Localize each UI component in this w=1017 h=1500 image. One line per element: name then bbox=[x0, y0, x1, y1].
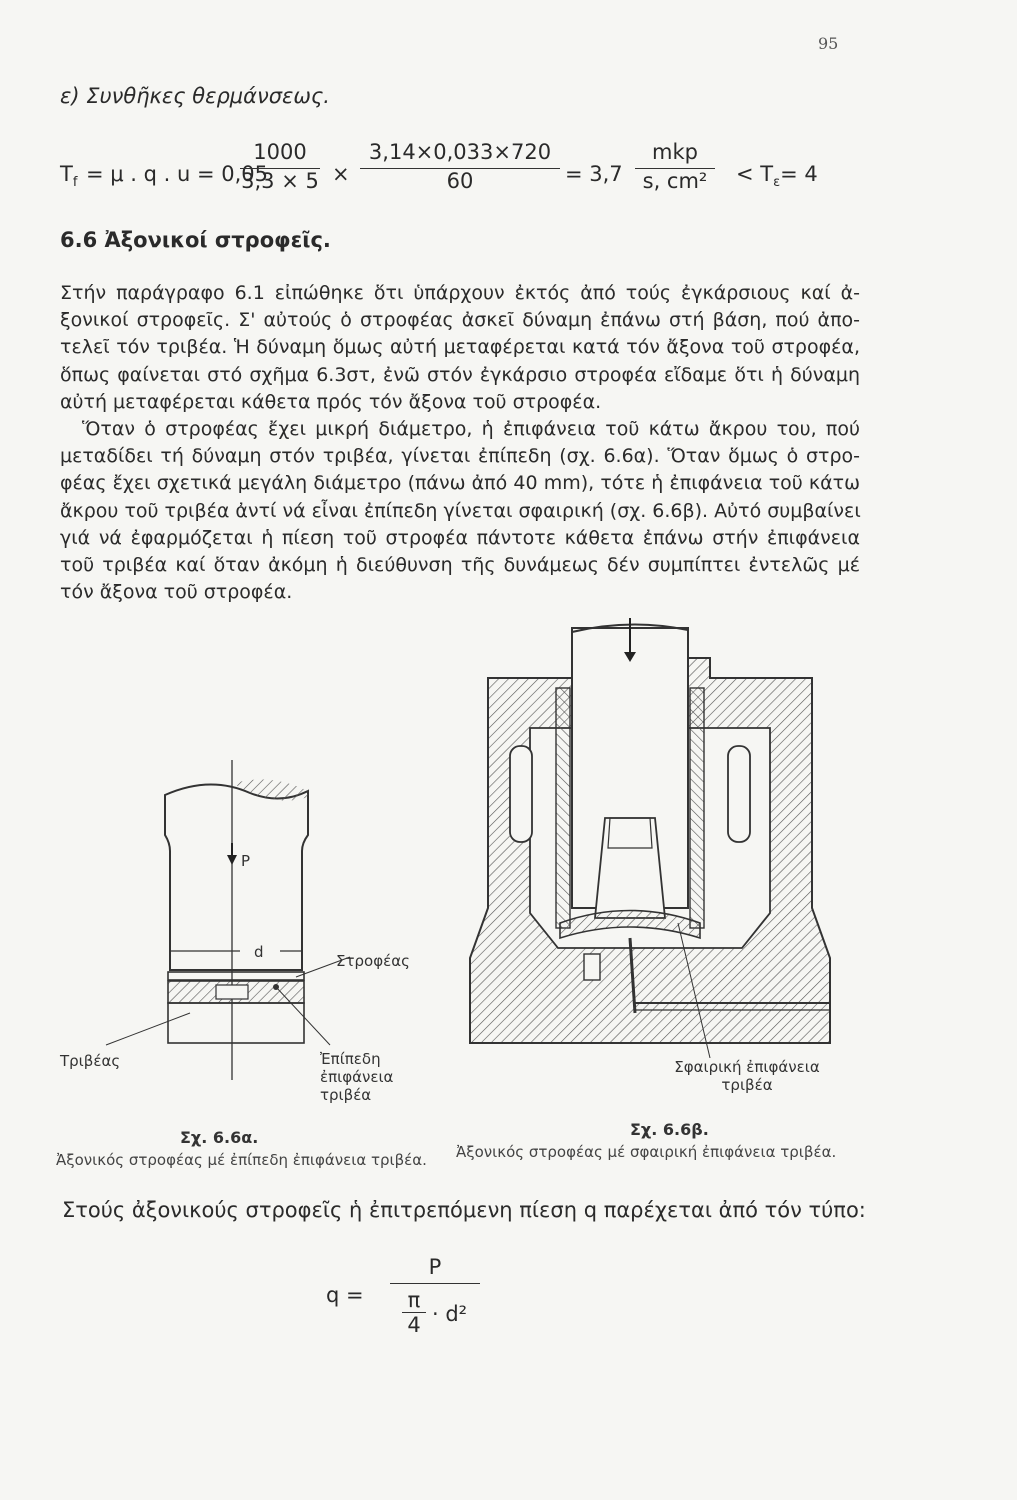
formula-q-lhs: q = bbox=[326, 1283, 364, 1307]
frac1-den: 3,3 × 5 bbox=[241, 169, 319, 193]
shaft-bottom-face bbox=[168, 972, 304, 980]
oil-cup-right bbox=[728, 746, 750, 842]
label-flat-surface-line: Ἐπίπεδη bbox=[320, 1050, 381, 1068]
formula-q bbox=[300, 1255, 560, 1375]
frac1-num: 1000 bbox=[253, 140, 307, 164]
formula-tf-lhs: $T_f$ bbox=[60, 162, 78, 191]
paragraph-2 bbox=[60, 416, 860, 606]
paragraph-2-line: γιά νά ἐφαρμόζεται ἡ πίεση τοῦ στροφέα πάντοτε κάθετα ἐπάνω στήν ἐπιφάνεια bbox=[60, 526, 860, 549]
lead-sentence: Στούς ἀξονικούς στροφεῖς ἡ ἐπιτρεπόμενη πίεση q παρέχεται ἀπό τόν τύπο: bbox=[62, 1198, 866, 1222]
formula-tf bbox=[60, 140, 960, 216]
label-stroferas: Στροφέας bbox=[336, 952, 410, 970]
paragraph-2-line: τόν ἄξονα τοῦ στροφέα. bbox=[60, 581, 293, 604]
formula-tf-tail: < $T_\varepsilon= 4$ bbox=[736, 162, 818, 191]
paragraph-1-line: τελεῖ τόν τριβέα. Ἡ δύναμη ὅμως αὐτή μεταφέρεται κατά τόν ἄξονα τοῦ στροφέα, bbox=[60, 336, 860, 359]
formula-q-num: P bbox=[428, 1255, 442, 1279]
leader-dot bbox=[273, 984, 279, 990]
section-e-heading: ε) Συνθῆκες θερμάνσεως. bbox=[60, 84, 330, 108]
paragraph-1-line: ξονικοί στροφεῖς. Σ' αὐτούς ὁ στροφέας ἀσκεῖ δύναμη ἐπάνω στή βάση, πού ἀπο- bbox=[60, 309, 860, 332]
caption-6-6b-text: Ἀξονικός στροφέας μέ σφαιρική ἐπιφάνεια τριβέα. bbox=[456, 1143, 837, 1161]
bearing-center-hole bbox=[216, 985, 248, 999]
caption-6-6a-title: Σχ. 6.6α. bbox=[180, 1128, 259, 1147]
label-trivea: Τριβέας bbox=[60, 1052, 121, 1070]
plug bbox=[584, 954, 600, 980]
bearing-base bbox=[168, 1003, 304, 1043]
section-heading: 6.6 Ἀξονικοί στροφεῖς. bbox=[60, 228, 331, 252]
leader-trivea bbox=[106, 1013, 190, 1045]
label-spherical-surface bbox=[662, 1058, 832, 1094]
force-arrowhead bbox=[227, 855, 237, 865]
formula-tf-eq2: = 3,7 bbox=[565, 162, 623, 186]
formula-q-dsq: · d² bbox=[432, 1302, 468, 1326]
oil-cup-left bbox=[510, 746, 532, 842]
paragraph-1-line: Στήν παράγραφο 6.1 εἰπώθηκε ὅτι ὑπάρχουν ἐκτός ἀπό τούς ἐγκάρσιους καί ἀ- bbox=[60, 282, 860, 304]
shaft-outline bbox=[165, 784, 308, 970]
paragraph-2-line: μεταδίδει τή δύναμη στόν τριβέα, γίνεται ἐπίπεδη (σχ. 6.6α). Ὅταν ὅμως ὁ στρο- bbox=[60, 445, 860, 468]
paragraph-1-line: ὅπως φαίνεται στό σχῆμα 6.3στ, ἐνῶ στόν ἐγκάρσιο στροφέα εἴδαμε ὅτι ἡ δύναμη bbox=[60, 363, 860, 386]
label-p: P bbox=[241, 852, 251, 870]
cone bbox=[595, 818, 665, 918]
label-spherical-surface-line: Σφαιρική ἐπιφάνεια bbox=[674, 1058, 820, 1076]
paragraph-2-line: Ὅταν ὁ στροφέας ἔχει μικρή διάμετρο, ἡ ἐπιφάνεια τοῦ κάτω ἄκρου του, πού bbox=[82, 418, 860, 440]
paragraph-2-line: φέας ἔχει σχετικά μεγάλη διάμετρο (πάνω ἀπό 40 mm), τότε ἡ ἐπιφάνεια τοῦ κάτω bbox=[60, 472, 860, 495]
paragraph-1-line: αὐτή μεταφέρεται κάθετα πρός τόν ἄξονα τοῦ στροφέα. bbox=[60, 390, 602, 413]
page-number: 95 bbox=[818, 34, 839, 53]
label-flat-surface-line: τριβέα bbox=[320, 1086, 372, 1104]
label-flat-surface bbox=[320, 1050, 393, 1104]
figure-6-6a-drawing bbox=[40, 755, 440, 1085]
caption-6-6b-title: Σχ. 6.6β. bbox=[630, 1120, 709, 1139]
formula-q-pi: π bbox=[407, 1288, 421, 1312]
frac2-den: 60 bbox=[446, 169, 474, 193]
frac2-num: 3,14×0,033×720 bbox=[368, 140, 552, 164]
label-spherical-surface-line: τριβέα bbox=[721, 1076, 773, 1094]
paragraph-2-line: ἄκρου τοῦ τριβέα ἀντί νά εἶναι ἐπίπεδη γίνεται σφαιρική (σχ. 6.6β). Αὐτό συμβαίνει bbox=[60, 499, 861, 522]
label-d: d bbox=[254, 943, 264, 961]
label-flat-surface-line: ἐπιφάνεια bbox=[320, 1068, 394, 1086]
bushing-right bbox=[690, 688, 704, 928]
paragraph-1 bbox=[60, 280, 860, 416]
formula-tf-times: × bbox=[332, 162, 350, 186]
frac3-den: s, cm² bbox=[642, 169, 708, 193]
bushing-left bbox=[556, 688, 570, 928]
frac3-num: mkp bbox=[652, 140, 698, 164]
shaft-break-hatch bbox=[235, 779, 308, 800]
caption-6-6a-text: Ἀξονικός στροφέας μέ ἐπίπεδη ἐπιφάνεια τριβέα. bbox=[56, 1151, 427, 1169]
formula-q-four: 4 bbox=[407, 1313, 421, 1337]
paragraph-2-line: τοῦ τριβέα καί ὅταν ἀκόμη ἡ διεύθυνση τῆς δυνάμεως δέν συμπίπτει ἐντελῶς μέ bbox=[60, 554, 860, 577]
figure-6-6b-drawing bbox=[460, 618, 860, 1058]
formula-tf-eq1: = μ . q . u = 0,05 bbox=[86, 162, 269, 186]
